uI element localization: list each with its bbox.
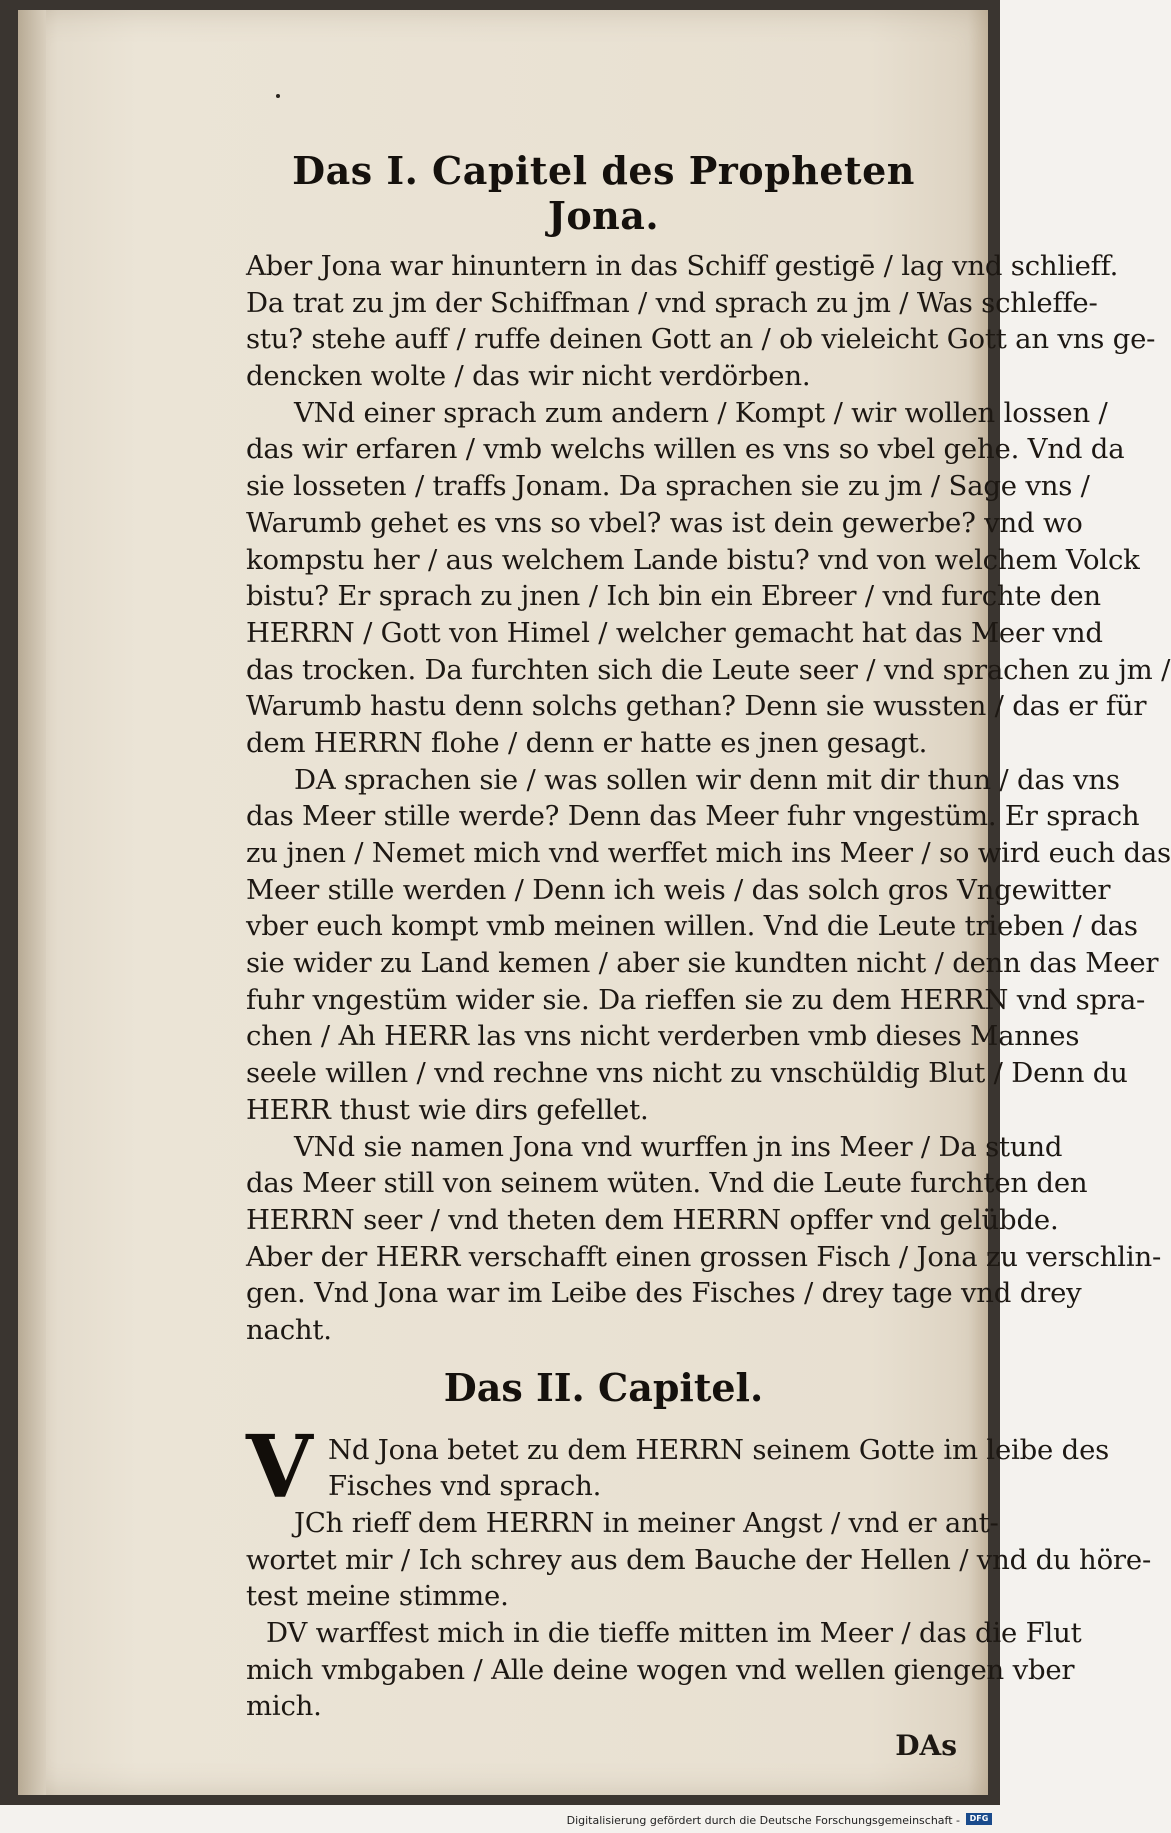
text-line: chen / Ah HERR las vns nicht verderben vmb dieses Mannes [246,1020,1080,1053]
text-line: das Meer still von seinem wüten. Vnd die Leute furchten den [246,1167,1088,1200]
text-line: dencken wolte / das wir nicht verdörben. [246,360,811,393]
dfg-logo-icon: DFG [966,1813,992,1825]
footer-bar [0,1805,1000,1833]
page-gutter [18,10,46,1795]
ink-dot [276,94,280,98]
text-line: mich. [246,1690,322,1723]
text-line: Warumb gehet es vns so vbel? was ist dein gewerbe? vnd wo [246,506,1083,539]
text-line: DA sprachen sie / was sollen wir denn mit dir thun / das vns [294,763,1120,796]
text-line: Warumb hastu denn solchs gethan? Denn sie wussten / das er für [246,690,1147,723]
text-line: VNd sie namen Jona vnd wurffen jn ins Meer / Da stund [294,1130,1063,1163]
chapter2-intro [246,1416,1110,1518]
text-line: HERRN / Gott von Himel / welcher gemacht hat das Meer vnd [246,616,1103,649]
text-line: dem HERRN flohe / denn er hatte es jnen gesagt. [246,726,928,759]
text-line: vber euch kompt vmb meinen willen. Vnd die Leute trieben / das [246,910,1138,943]
text-line: HERR thust wie dirs gefellet. [246,1093,649,1126]
text-line: Meer stille werden / Denn ich weis / das solch gros Vngewitter [246,873,1111,906]
text-line: Aber der HERR verschafft einen grossen Fisch / Jona zu verschlin- [246,1240,1162,1273]
text-line: seele willen / vnd rechne vns nicht zu vnschüldig Blut / Denn du [246,1057,1128,1090]
text-line: bistu? Er sprach zu jnen / Ich bin ein Ebreer / vnd furchte den [246,580,1101,613]
paragraph-fish [246,1129,1162,1349]
paragraph-prayer [246,1505,1152,1615]
text-line: mich vmbgaben / Alle deine wogen vnd wellen giengen vber [246,1653,1075,1686]
paragraph-lots [246,395,1171,762]
text-line: fuhr vngestüm wider sie. Da rieffen sie zu dem HERRN vnd spra- [246,983,1146,1016]
page-heading: Das I. Capitel des Propheten Jona. [292,148,915,238]
text-line: zu jnen / Nemet mich vnd werffet mich ins Meer / so wird euch das [246,837,1171,869]
text-line: test meine stimme. [246,1580,509,1613]
text-line: JCh rieff dem HERRN in meiner Angst / vnd er ant- [294,1507,999,1539]
text-line: nacht. [246,1313,332,1346]
text-line: Fisches vnd sprach. [328,1470,602,1503]
text-line: stu? stehe auff / ruffe deinen Gott an / ob vieleicht Gott an vns ge- [246,323,1156,356]
chapter-heading: Das II. Capitel. [443,1364,764,1410]
text-line: Aber Jona war hinuntern in das Schiff gestigē / lag vnd schlieff. [246,250,1119,282]
text-line: das trocken. Da furchten sich die Leute seer / vnd sprachen zu jm / [246,653,1171,686]
text-line: gen. Vnd Jona war im Leibe des Fisches / drey tage vnd drey [246,1277,1082,1310]
text-line: sie losseten / traffs Jonam. Da sprachen sie zu jm / Sage vns / [246,470,1090,503]
text-line: Nd Jona betet zu dem HERRN seinem Gotte im leibe des [328,1433,1110,1466]
text-line: das wir erfaren / vmb welchs willen es vns so vbel gehe. Vnd da [246,433,1125,466]
text-line: sie wider zu Land kemen / aber sie kundten nicht / denn das Meer [246,947,1159,980]
text-block [246,148,1171,1763]
catchword: DAs [895,1729,957,1763]
text-line: kompstu her / aus welchem Lande bistu? vnd von welchem Volck [246,543,1140,576]
paragraph-storm [246,762,1171,1129]
text-line: das Meer stille werde? Denn das Meer fuhr vngestüm. Er sprach [246,800,1140,833]
text-line: DV warffest mich in die tieffe mitten im Meer / das die Flut [266,1617,1082,1650]
text-line: HERRN seer / vnd theten dem HERRN opffer vnd gelübde. [246,1203,1059,1236]
funding-credit: Digitalisierung gefördert durch die Deutsche Forschungsgemeinschaft - [566,1814,960,1827]
text-line: VNd einer sprach zum andern / Kompt / wir wollen lossen / [294,396,1108,429]
chapter1-opening [246,248,1156,395]
text-line: Da trat zu jm der Schiffman / vnd sprach zu jm / Was schleffe- [246,286,1098,319]
drop-cap-initial: V [246,1416,313,1518]
paragraph-deep [246,1615,1082,1725]
text-line: wortet mir / Ich schrey aus dem Bauche der Hellen / vnd du höre- [246,1543,1152,1576]
